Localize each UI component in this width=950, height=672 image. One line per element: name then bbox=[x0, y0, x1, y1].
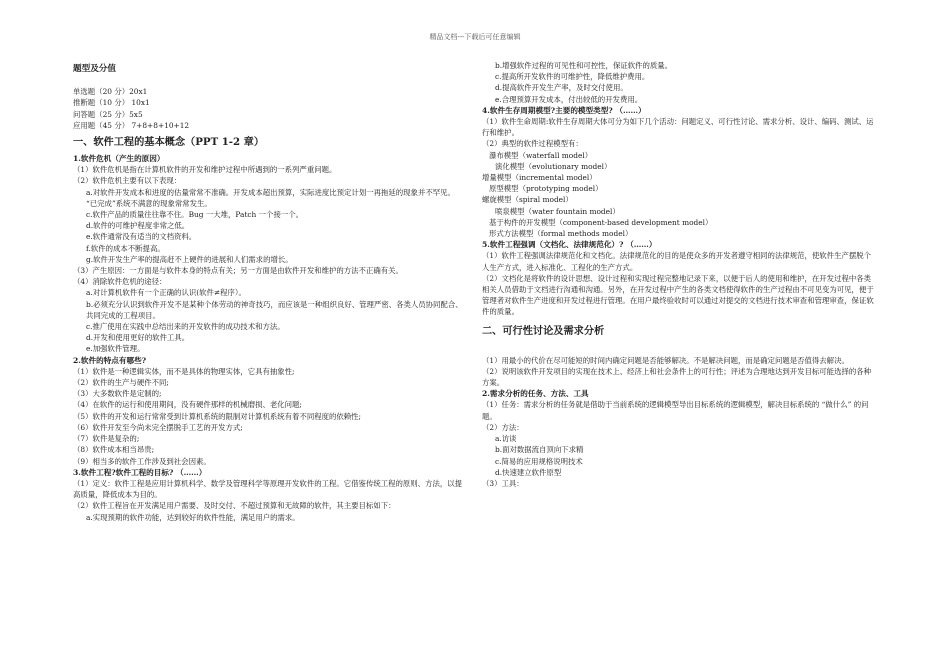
left-line: （4）在软件的运行和使用期间，没有硬件那样的机械磨损、老化问题; bbox=[73, 400, 302, 410]
right-line: （1）软件生命周期:软件生存周期大体可分为如下几个活动：问题定义、可行性讨论、需求分析、设计、编码、测试、运行和维护。 bbox=[482, 117, 874, 138]
right-line: （1）软件工程强调法律规范化和文档化。法律规范化的目的是使众多的开发者遵守相同的法律规范，使软件生产摆脱个人生产方式，进入标准化、工程化的生产方式。 bbox=[482, 251, 872, 272]
right-line: 4.软件生存周期模型?主要的模型类型? （……） bbox=[482, 105, 646, 115]
left-line: 题型及分值 bbox=[73, 64, 116, 74]
left-line: （2）软件危机主要有以下表现： bbox=[73, 176, 182, 186]
left-line: c.推广使用在实践中总结出来的开发软件的成功技术和方法。 bbox=[86, 322, 285, 332]
left-line: （2）软件工程旨在开发满足用户需要、及时交付、不超过预算和无故障的软件，其主要目标如下： bbox=[73, 501, 396, 511]
right-line: 二、可行性讨论及需求分析 bbox=[482, 324, 605, 337]
left-line: （4）消除软件危机的途径： bbox=[73, 277, 167, 287]
right-line: d.提高软件开发生产率，及时交付使用。 bbox=[495, 83, 628, 93]
left-line: a.对计算机软件有一个正确的认识(软件≠程序）。 bbox=[86, 288, 246, 298]
right-line: （2）典型的软件过程模型有： bbox=[482, 139, 583, 149]
left-line: （1）软件危机是指在计算机软件的开发和维护过程中所遇到的一系列严重问题。 bbox=[73, 165, 337, 175]
left-line: （6）软件开发至今尚未完全摆脱手工艺的开发方式; bbox=[73, 422, 243, 432]
right-line: c.简易的应用规格说明技术 bbox=[495, 456, 583, 466]
left-line: b.必须充分认识到软件开发不是某种个体劳动的神奇技巧，而应该是一种组织良好、管理严密、各类人员协同配合、共同完成的工程项目。 bbox=[86, 299, 463, 320]
left-line: e.软件通常没有适当的文档资料。 bbox=[86, 232, 197, 242]
left-line: g.软件开发生产率的提高赶不上硬件的进展和人们需求的增长。 bbox=[86, 254, 293, 264]
right-line: （2）说明该软件开发项目的实现在技术上、经济上和社会条件上的可行性；评述为合理地达到开发目标可能选择的各种方案。 bbox=[482, 366, 872, 388]
right-line: （3）工具： bbox=[482, 478, 524, 488]
right-line: （2）方法： bbox=[482, 422, 524, 432]
right-line: b.面对数据流自顶向下求精 bbox=[495, 445, 584, 455]
right-line: c.提高所开发软件的可维护性，降低维护费用。 bbox=[495, 72, 650, 82]
left-line: 问答题（25 分）5x5 bbox=[73, 109, 143, 119]
left-line: “已完成”系统不满意的现象常常发生。 bbox=[86, 198, 212, 208]
left-column bbox=[73, 60, 465, 523]
right-line: e.合理预算开发成本，付出较低的开发费用。 bbox=[495, 94, 643, 104]
left-line: （3）大多数软件是定制的; bbox=[73, 389, 162, 399]
left-line: e.加强软件管理。 bbox=[86, 344, 145, 354]
left-line: （8）软件成本相当昂贵; bbox=[73, 445, 155, 455]
right-line: （1）任务：需求分析的任务就是借助于当前系统的逻辑模型导出目标系统的逻辑模型，解决目标系统的 “做什么” 的问题。 bbox=[482, 400, 869, 421]
right-line: 2.需求分析的任务、方法、工具 bbox=[482, 389, 589, 399]
left-line: 3.软件工程?软件工程的目标? （……） bbox=[73, 467, 207, 477]
left-line: f.软件的成本不断提高。 bbox=[86, 243, 165, 253]
left-line: （2）软件的生产与硬件不同; bbox=[73, 378, 169, 388]
left-line: a.对软件开发成本和进度的估量常常不准确。开发成本超出预算，实际进度比预定计划一再拖延的现象并不罕见。 bbox=[86, 187, 455, 197]
left-line: （1）软件是一种逻辑实体，而不是具体的物理实体，它具有抽象性; bbox=[73, 366, 295, 376]
right-line: 5.软件工程强调（文档化、法律规范化）? （……） bbox=[482, 240, 657, 250]
right-line: 形式方法模型（formal methods model） bbox=[489, 229, 633, 239]
right-column bbox=[482, 60, 877, 489]
left-line: 应用题（45 分） 7+8+8+10+12 bbox=[73, 120, 190, 130]
left-line: a.实现预期的软件功能，达到较好的软件性能，满足用户的需求。 bbox=[86, 512, 300, 522]
left-line: （5）软件的开发和运行常常受到计算机系统的限制对计算机系统有着不同程度的依赖性; bbox=[73, 411, 362, 421]
left-line: 单选题（20 分）20x1 bbox=[73, 87, 148, 97]
left-line: （7）软件是复杂的; bbox=[73, 434, 140, 444]
right-line: 原型模型（prototyping model） bbox=[489, 184, 603, 194]
left-line: 推断题（10 分） 10x1 bbox=[73, 98, 150, 108]
left-line: 一、软件工程的基本概念（PPT 1-2 章） bbox=[73, 136, 265, 149]
right-line: a.访谈 bbox=[495, 434, 517, 444]
left-line: 2.软件的特点有哪些? bbox=[73, 355, 147, 365]
right-line: b.增强软件过程的可见性和可控性，保证软件的质量。 bbox=[495, 61, 673, 70]
page-header: 精品文档---下载后可任意编辑 bbox=[429, 33, 521, 41]
right-line: 增量模型（incremental model） bbox=[482, 173, 597, 183]
right-line: 喷泉模型（water fountain model） bbox=[495, 206, 620, 216]
left-line: （3）产生原因：一方面是与软件本身的特点有关；另一方面是由软件开发和维护的方法不正确有关。 bbox=[73, 266, 403, 276]
left-line: d.开发和使用更好的软件工具。 bbox=[86, 333, 190, 343]
right-line: （2）文档化是将软件的设计思想、设计过程和实现过程完整地记录下来，以便于后人的使用和维护，在开发过程中各类相关人员借助于文档进行沟通和沟通。另外，在开发过程中产生的各类文档使得软件的生产过程由不可见变为可见，便于管理者对软件生产进度和开发过程进行管理。在用户最终验收时可以通过对提交的文档进行技术审查和管理审查，保证软件的质量。 bbox=[482, 273, 874, 317]
right-line: d.快速建立软件原型 bbox=[495, 467, 562, 477]
right-line: 螺旋模型（spiral model） bbox=[482, 195, 573, 205]
right-line: （1）用最小的代价在尽可能短的时间内确定问题是否能够解决。不是解决问题，而是确定问题是否值得去解决。 bbox=[482, 355, 849, 365]
right-line: 瀑布模型（waterfall model） bbox=[489, 150, 593, 160]
right-line: 基于构件的开发模型（component-based development model） bbox=[489, 217, 713, 227]
left-line: d.软件的可维护程度非常之低。 bbox=[86, 221, 190, 231]
right-line: 演化模型（evolutionary model） bbox=[495, 161, 612, 171]
left-line: 1.软件危机（产生的原因） bbox=[73, 154, 165, 164]
left-line: （9）相当多的软件工作涉及到社会因素。 bbox=[73, 456, 211, 466]
left-line: （1）定义：软件工程是应用计算机科学、数学及管理科学等原理开发软件的工程。它借鉴传统工程的原则、方法，以提高质量，降低成本为目的。 bbox=[73, 478, 463, 500]
left-line: c.软件产品的质量往往靠不住。Bug 一大堆，Patch 一个接一个。 bbox=[86, 210, 304, 220]
